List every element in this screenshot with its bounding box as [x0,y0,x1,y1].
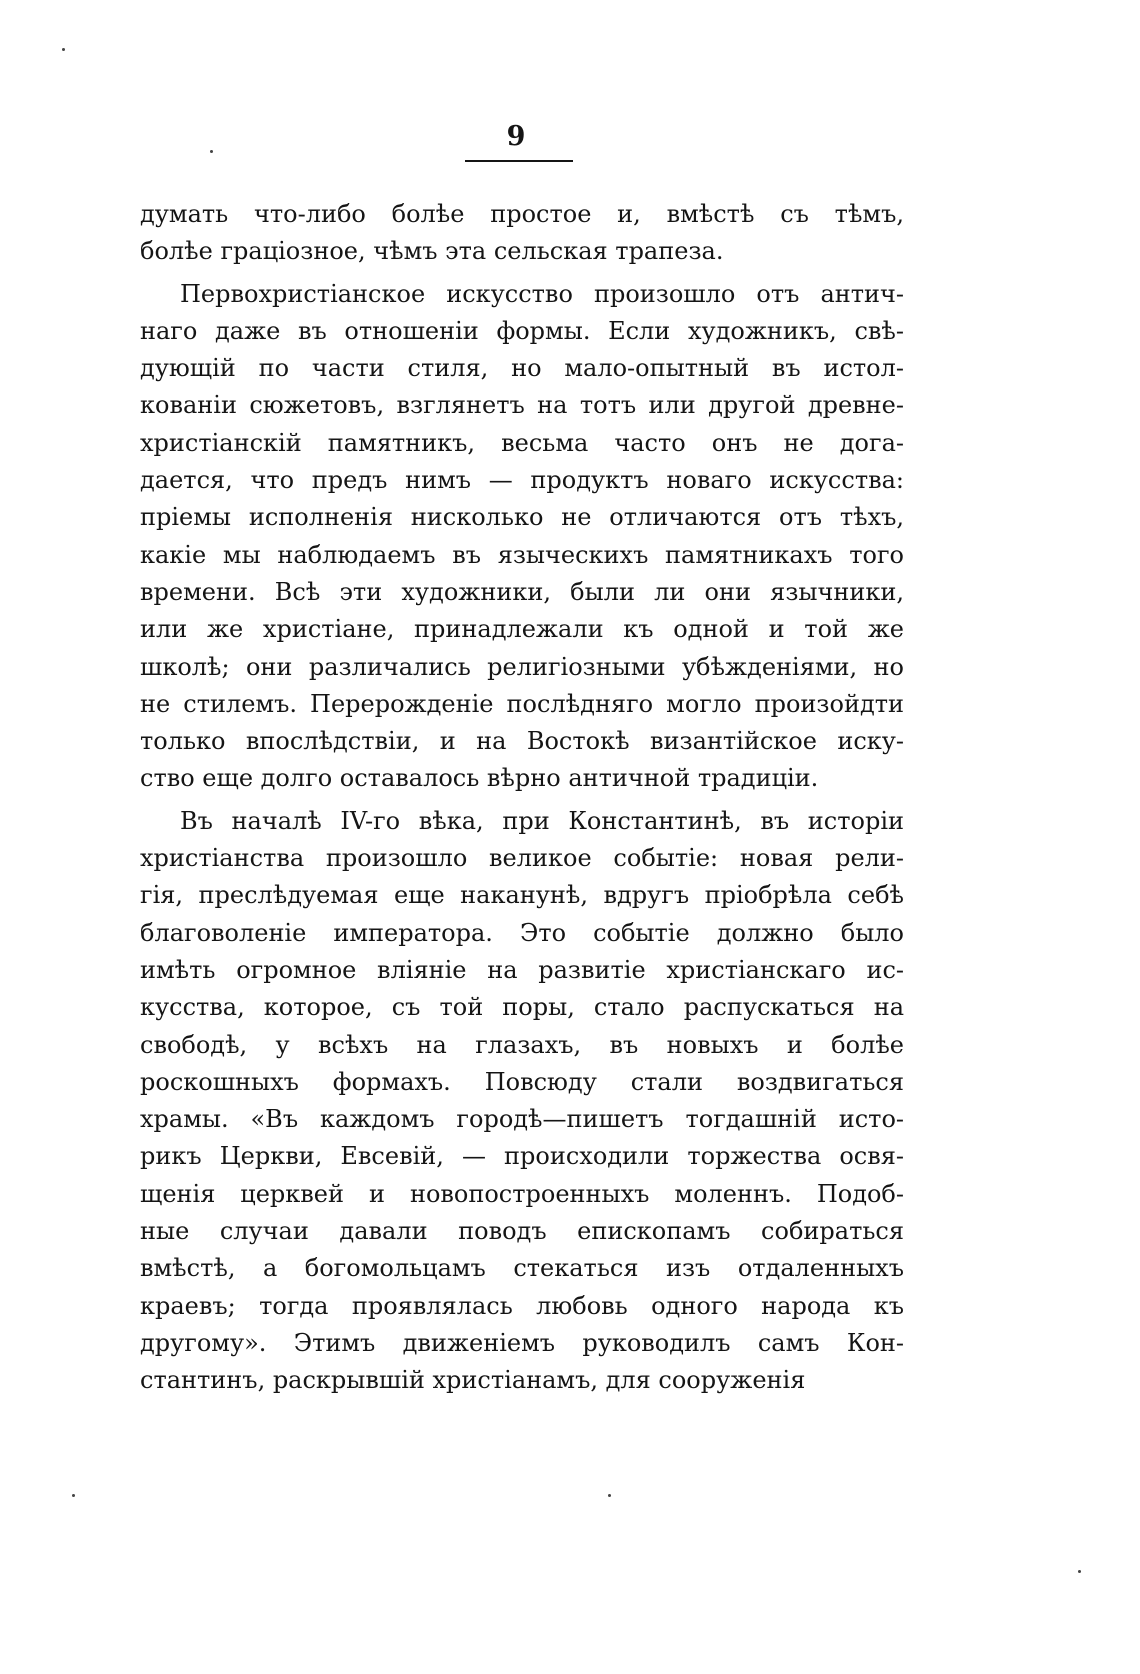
text-line: имѣть огромное вліяніе на развитіе христіанскаго ис- [140,955,904,984]
paragraph [140,196,904,271]
text-line: не стилемъ. Перерожденіе послѣдняго могло произойдти [140,689,904,718]
text-line: Въ началѣ IV-го вѣка, при Константинѣ, въ исторіи [180,806,904,835]
print-speck [72,1494,75,1497]
text-line: храмы. «Въ каждомъ городѣ—пишетъ тогдашній исто- [140,1105,904,1134]
text-line: школѣ; они различались религіозными убѣжденіями, но [140,652,904,681]
text-line: дующій по части стиля, но мало-опытный въ истол- [140,354,904,383]
paragraph [140,803,904,1400]
text-line: щенія церквей и новопостроенныхъ моленнъ. Подоб- [140,1179,904,1208]
print-speck [210,150,213,153]
text-line: Первохристіанское искусство произошло отъ антич- [180,279,904,308]
text-line: христіанскій памятникъ, весьма часто онъ не дога- [140,428,904,457]
text-line: свободѣ, у всѣхъ на глазахъ, въ новыхъ и болѣе [140,1030,904,1059]
text-line: гія, преслѣдуемая еще наканунѣ, вдругъ пріобрѣла себѣ [140,881,904,910]
text-line: или же христіане, принадлежали къ одной и той же [140,615,904,644]
text-line: ные случаи давали поводъ епископамъ собираться [140,1217,904,1246]
print-speck [1078,1570,1081,1573]
text-line: только впослѣдствіи, и на Востокѣ византійское иску- [140,727,904,756]
body-text [140,196,904,1400]
paragraph [140,276,904,798]
text-line: благоволеніе императора. Это событіе должно было [140,918,904,947]
text-line: времени. Всѣ эти художники, были ли они язычники, [140,577,904,606]
text-line: пріемы исполненія нисколько не отличаются отъ тѣхъ, [140,503,904,532]
text-line: краевъ; тогда проявлялась любовь одного народа къ [140,1291,904,1320]
text-line: стантинъ, раскрывшій христіанамъ, для сооруженія [140,1366,806,1395]
text-line: христіанства произошло великое событіе: новая рели- [140,844,904,873]
text-line: дается, что предъ нимъ — продуктъ новаго искусства: [140,466,904,495]
text-line: вмѣстѣ, а богомольцамъ стекаться изъ отдаленныхъ [140,1254,904,1283]
print-speck [62,48,65,51]
text-line: кованіи сюжетовъ, взглянетъ на тотъ или другой древне- [140,391,904,420]
text-line: роскошныхъ формахъ. Повсюду стали воздвигаться [140,1067,904,1096]
print-speck [608,1494,611,1497]
text-line: другому». Этимъ движеніемъ руководилъ самъ Кон- [140,1328,904,1357]
text-line: кусства, которое, съ той поры, стало распускаться на [140,993,904,1022]
page-number-rule [465,160,573,162]
text-line: болѣе граціозное, чѣмъ эта сельская трапеза. [140,237,724,266]
text-line: думать что-либо болѣе простое и, вмѣстѣ съ тѣмъ, [140,200,904,228]
text-line: ство еще долго оставалось вѣрно античной традиціи. [140,764,819,793]
text-line: какіе мы наблюдаемъ въ языческихъ памятникахъ того [140,540,904,569]
page-number: 9 [506,121,526,152]
text-line: наго даже въ отношеніи формы. Если художникъ, свѣ- [140,316,904,345]
text-line: рикъ Церкви, Евсевій, — происходили торжества освя- [140,1142,904,1171]
